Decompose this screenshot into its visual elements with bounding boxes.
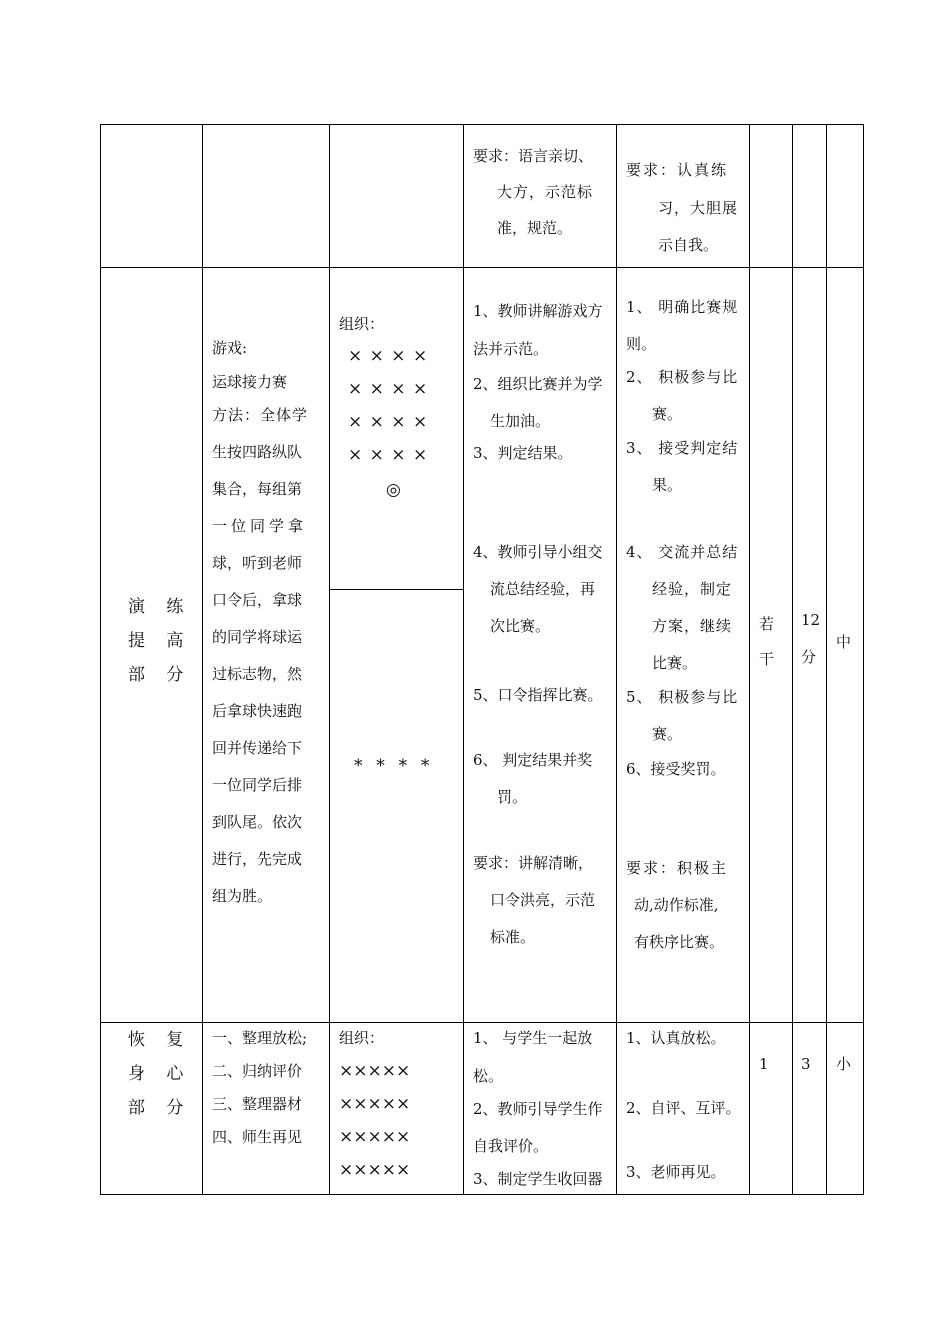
recover-minutes: 3 bbox=[801, 1055, 811, 1073]
text-line: 要求：积极主 bbox=[626, 859, 729, 877]
formation-row: × × × × bbox=[348, 379, 429, 399]
text-line: 示自我。 bbox=[658, 236, 719, 254]
text-line: 赛。 bbox=[652, 405, 683, 423]
text-line: 大方，示范标 bbox=[497, 183, 594, 201]
rule bbox=[463, 124, 464, 1195]
formation-row: ××××× bbox=[339, 1160, 411, 1180]
text-line: 标准。 bbox=[490, 928, 536, 946]
practice-intensity: 中 bbox=[836, 633, 852, 651]
text-line: 到队尾。依次 bbox=[212, 813, 303, 831]
text-line: 组为胜。 bbox=[212, 887, 273, 905]
text-line: 要求：语言亲切、 bbox=[473, 147, 594, 165]
org-label: 组织： bbox=[339, 315, 385, 333]
text-line: 则。 bbox=[626, 335, 657, 353]
text-line: 干 bbox=[759, 650, 775, 668]
text-line: 12 bbox=[801, 611, 821, 629]
text-line: 方案，继续 bbox=[652, 617, 733, 635]
formation-row: × × × × bbox=[348, 412, 429, 432]
text-line: 2、自评、互评。 bbox=[626, 1099, 741, 1117]
rule bbox=[792, 124, 793, 1195]
text-line: 3、老师再见。 bbox=[626, 1163, 726, 1181]
formation-row: × × × × bbox=[348, 445, 429, 465]
recover-times: 1 bbox=[759, 1055, 769, 1073]
text-line: 部 分 bbox=[128, 665, 192, 685]
text-line: 自我评价。 bbox=[473, 1137, 549, 1155]
text-line: 集合，每组第 bbox=[212, 480, 303, 498]
rule bbox=[749, 124, 750, 1195]
teacher-position-icon: ◎ bbox=[386, 480, 402, 500]
text-line: 球，听到老师 bbox=[212, 554, 303, 572]
text-line: 赛。 bbox=[652, 725, 683, 743]
formation-row: ××××× bbox=[339, 1094, 411, 1114]
text-line: 生按四路纵队 bbox=[212, 443, 303, 461]
text-line: 1、 与学生一起放 bbox=[473, 1029, 593, 1047]
text-line: 分 bbox=[801, 648, 817, 666]
text-line: 一位同学拿 bbox=[212, 517, 308, 535]
text-line: 口令洪亮，示范 bbox=[490, 891, 596, 909]
text-line: 过标志物，然 bbox=[212, 665, 303, 683]
text-line: 若 bbox=[759, 615, 775, 633]
text-line: 5、口令指挥比赛。 bbox=[473, 686, 603, 704]
text-line: 罚。 bbox=[497, 788, 528, 806]
text-line: 方法：全体学 bbox=[212, 406, 309, 424]
text-line: 3、判定结果。 bbox=[473, 444, 573, 462]
text-line: 6、接受奖罚。 bbox=[626, 760, 726, 778]
text-line: 准，规范。 bbox=[497, 219, 573, 237]
text-line: 进行，先完成 bbox=[212, 850, 303, 868]
text-line: 2、 积极参与比 bbox=[626, 368, 739, 386]
text-line: 动,动作标准, bbox=[634, 896, 719, 914]
recover-intensity: 小 bbox=[836, 1055, 852, 1073]
text-line: 4、教师引导小组交 bbox=[473, 543, 603, 561]
text-line: 1、教师讲解游戏方 bbox=[473, 302, 603, 320]
rule bbox=[202, 124, 203, 1195]
text-line: 3、 接受判定结 bbox=[626, 439, 739, 457]
marker-row: * * * * bbox=[354, 756, 431, 776]
text-line: 一位同学后排 bbox=[212, 776, 303, 794]
text-line: 部 分 bbox=[128, 1098, 192, 1118]
text-line: 松。 bbox=[473, 1067, 504, 1085]
rule bbox=[863, 124, 864, 1195]
text-line: 的同学将球运 bbox=[212, 628, 303, 646]
text-line: 比赛。 bbox=[652, 654, 698, 672]
text-line: 游戏: bbox=[212, 339, 248, 357]
rule bbox=[100, 124, 101, 1195]
text-line: 三、整理器材 bbox=[212, 1095, 303, 1113]
text-line: 3、制定学生收回器 bbox=[473, 1170, 603, 1188]
text-line: 流总结经验，再 bbox=[490, 580, 596, 598]
text-line: 运球接力赛 bbox=[212, 373, 288, 391]
formation-row: ××××× bbox=[339, 1127, 411, 1147]
org-label: 组织： bbox=[339, 1029, 385, 1047]
text-line: 有秩序比赛。 bbox=[634, 933, 725, 951]
text-line: 二、归纳评价 bbox=[212, 1062, 303, 1080]
text-line: 恢 复 bbox=[128, 1030, 192, 1050]
text-line: 2、组织比赛并为学 bbox=[473, 375, 603, 393]
text-line: 果。 bbox=[652, 476, 683, 494]
text-line: 演 练 bbox=[128, 597, 192, 617]
rule bbox=[330, 589, 463, 590]
text-line: 6、 判定结果并奖 bbox=[473, 751, 593, 769]
rule bbox=[329, 124, 330, 1195]
text-line: 四、师生再见 bbox=[212, 1128, 303, 1146]
text-line: 习，大胆展 bbox=[658, 199, 739, 217]
formation-row: × × × × bbox=[348, 346, 429, 366]
text-line: 要求：讲解清晰， bbox=[473, 854, 594, 872]
text-line: 后拿球快速跑 bbox=[212, 702, 303, 720]
text-line: 5、 积极参与比 bbox=[626, 688, 739, 706]
text-line: 身 心 bbox=[128, 1064, 192, 1084]
text-line: 次比赛。 bbox=[490, 617, 551, 635]
text-line: 生加油。 bbox=[490, 412, 551, 430]
text-line: 口令后，拿球 bbox=[212, 591, 303, 609]
text-line: 1、认真放松。 bbox=[626, 1029, 726, 1047]
text-line: 回并传递给下 bbox=[212, 739, 303, 757]
text-line: 1、 明确比赛规 bbox=[626, 298, 739, 316]
text-line: 一、整理放松; bbox=[212, 1029, 308, 1047]
text-line: 4、 交流并总结 bbox=[626, 543, 739, 561]
rule bbox=[826, 124, 827, 1195]
text-line: 法并示范。 bbox=[473, 340, 549, 358]
text-line: 经验，制定 bbox=[652, 580, 733, 598]
formation-row: ××××× bbox=[339, 1061, 411, 1081]
text-line: 2、教师引导学生作 bbox=[473, 1100, 603, 1118]
text-line: 要求：认真练 bbox=[626, 161, 729, 179]
rule bbox=[616, 124, 617, 1195]
text-line: 提 高 bbox=[128, 631, 192, 651]
